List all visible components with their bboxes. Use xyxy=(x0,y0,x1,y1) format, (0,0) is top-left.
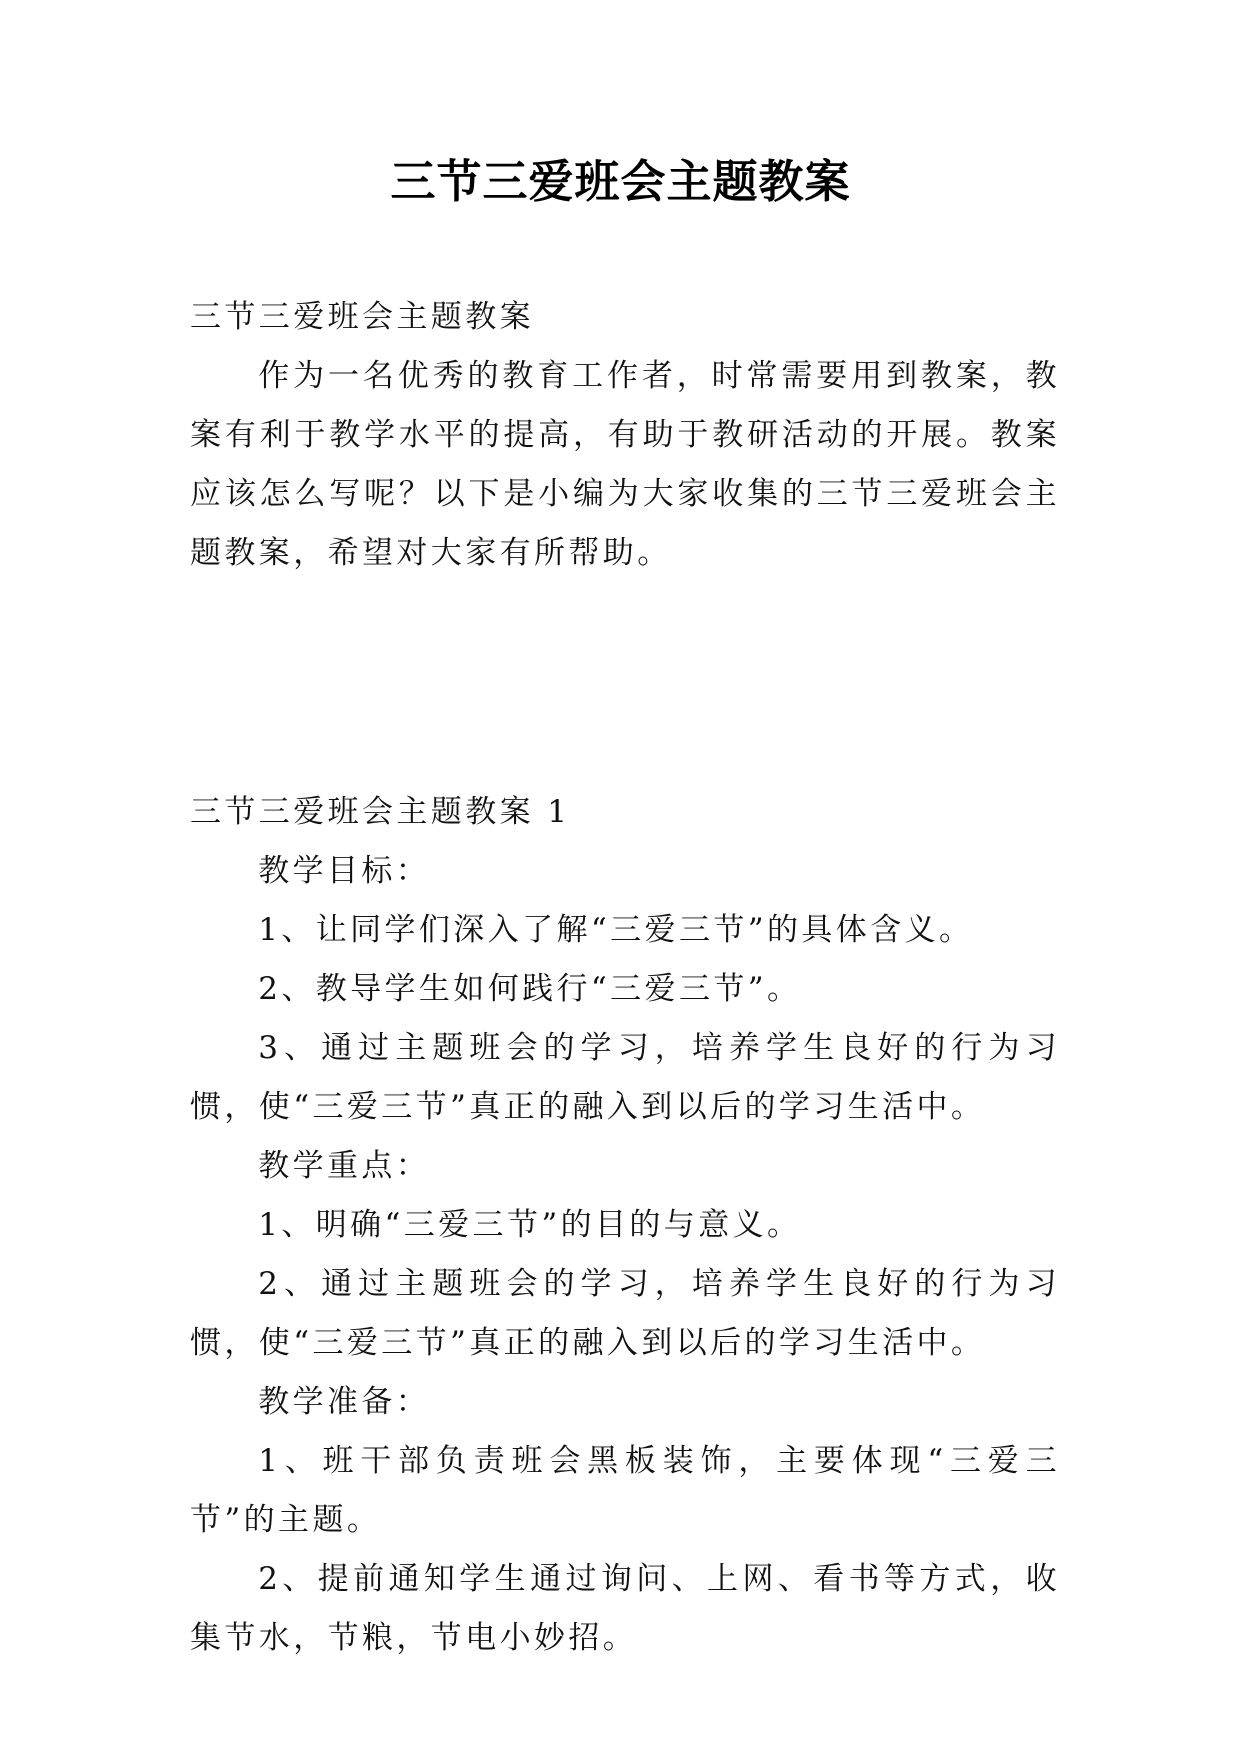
intro-paragraph: 作为一名优秀的教育工作者，时常需要用到教案，教案有利于教学水平的提高，有助于教研活动的开展。教案应该怎么写呢？以下是小编为大家收集的三节三爱班会主题教案，希望对大家有所帮助。 xyxy=(190,358,1060,571)
document-title: 三节三爱班会主题教案 xyxy=(390,155,851,208)
section-spacer xyxy=(190,583,1060,783)
prep-item-1: 1、班干部负责班会黑板装饰，主要体现“三爱三节”的主题。 xyxy=(190,1443,1060,1538)
prep-item-2: 2、提前通知学生通过询问、上网、看书等方式，收集节水，节粮，节电小妙招。 xyxy=(190,1561,1060,1656)
document-subtitle: 三节三爱班会主题教案 xyxy=(190,299,534,335)
goal-item-3: 3、通过主题班会的学习，培养学生良好的行为习惯，使“三爱三节”真正的融入到以后的学习生活中。 xyxy=(190,1030,1060,1125)
section-heading: 三节三爱班会主题教案 1 xyxy=(190,794,571,830)
teaching-goals-label: 教学目标： xyxy=(258,853,431,889)
teaching-focus-label: 教学重点： xyxy=(258,1148,431,1184)
focus-item-2: 2、通过主题班会的学习，培养学生良好的行为习惯，使“三爱三节”真正的融入到以后的学习生活中。 xyxy=(190,1266,1060,1361)
document-body xyxy=(190,288,1060,1668)
goal-item-1: 1、让同学们深入了解“三爱三节”的具体含义。 xyxy=(258,912,974,948)
goal-item-2: 2、教导学生如何践行“三爱三节”。 xyxy=(258,971,802,1007)
teaching-prep-label: 教学准备： xyxy=(258,1384,431,1420)
focus-item-1: 1、明确“三爱三节”的目的与意义。 xyxy=(258,1207,802,1243)
